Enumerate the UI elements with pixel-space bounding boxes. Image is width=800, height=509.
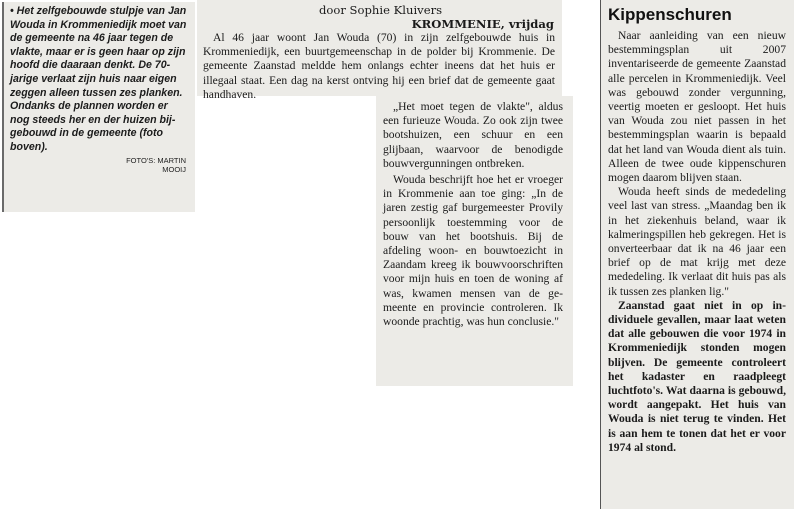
caption-bullet: • [10,5,14,17]
sidebar-paragraph-3: Zaanstad gaat niet in op individuele gevallen, maar laat weten dat alle gebouwen die voor 1974 in Krommeniedijk stonden mogen blijven. De gemeente controleert het kadaster en raadpleegt luchtfoto's. Wat daarna is gebouwd, wordt aangepakt. Het huis van Wouda is niet terug te vinden. Het is aan hem te tonen dat het er voor 1974 al stond. [608,298,786,454]
photo-credit-line2: MOOIJ [162,164,186,174]
photo-caption [10,5,188,155]
sidebar-left-rule [600,0,601,509]
sidebar-headline: Kippenschuren [608,5,732,24]
photo-caption-clipping [2,2,195,212]
sidebar-paragraph-1: Naar aanleiding van een nieuw bestemmingsplan uit 2007 inventariseerde de gemeente Zaanstad alle percelen in Krommeniedijk. Veel was gebouwd zonder vergunning, veertig moeten er gesloopt. Het huis van Wouda zou niet passen in het bestemmingsplan waarin is bepaald dat het land van Wouda dient als tuin. Alleen de twee oude kippenschuren mogen daarom blijven staan. [608,29,786,185]
article-byline: door Sophie Kluivers [318,3,443,17]
article-column-clipping [376,96,573,386]
caption-text: Het zelfgebouwde stulpje van Jan Wouda in Krommeniedijk moet van de gemeente na 46 jaar tegen de vlakte, maar er is geen haar op zijn hoofd die daaraan denkt. De 70-jarige verlaat zijn huis naar eigen zeggen alleen tussen zes planken. Ondanks de plannen worden er nog steeds her en der huizen bijgebouwd in de gemeente (foto boven). [10,5,187,153]
photo-credit-line1: FOTO'S: MARTIN [126,155,186,165]
article-intro: Al 46 jaar woont Jan Wouda (70) in zijn zelfgebouwde huis in Krommeniedijk, een buurtgemeenschap in de polder bij Krommenie. De gemeente Zaanstad meldde hem onlangs echter ineens dat het huis er illegaal staat. Een dag na kerst ontving hij een brief dat de gemeente gaat handhaven. [203,31,555,101]
sidebar-clipping [600,0,794,509]
article-header-clipping [197,0,562,101]
article-dateline: KROMMENIE, vrijdag [411,17,554,31]
article-paragraph-2: Wouda beschrijft hoe het er vroeger in Krommenie aan toe ging: „In de jaren zestig gaf burgemeester Provily persoonlijk toestemming voor de bouw van het bootshuis. Bij de afdeling woon- en bouwtoezicht in Zaandam kreeg ik bouwvoorschriften voor mijn huis en toen de woning af was, kwamen mensen van de gemeente en provincie controleren. Ik woonde prachtig, was hun conclusie." [383,173,563,329]
photo-credit [10,156,186,174]
sidebar-paragraph-2: Wouda heeft sinds de mededeling veel last van stress. „Maandag ben ik in het ziekenhuis beland, waar ik kalmeringspillen heb gekregen. Het is onverteerbaar dat ik na 46 jaar een brief op de mat krijg met deze mededeling. Ik verlaat dit huis pas als ik tussen zes planken lig." [608,185,786,298]
article-paragraph-1: „Het moet tegen de vlakte", aldus een furieuze Wouda. Zo ook zijn twee bootshuizen, een schuur en een glijbaan, waarvoor de benodigde bouwvergunningen ontbreken. [383,100,563,170]
